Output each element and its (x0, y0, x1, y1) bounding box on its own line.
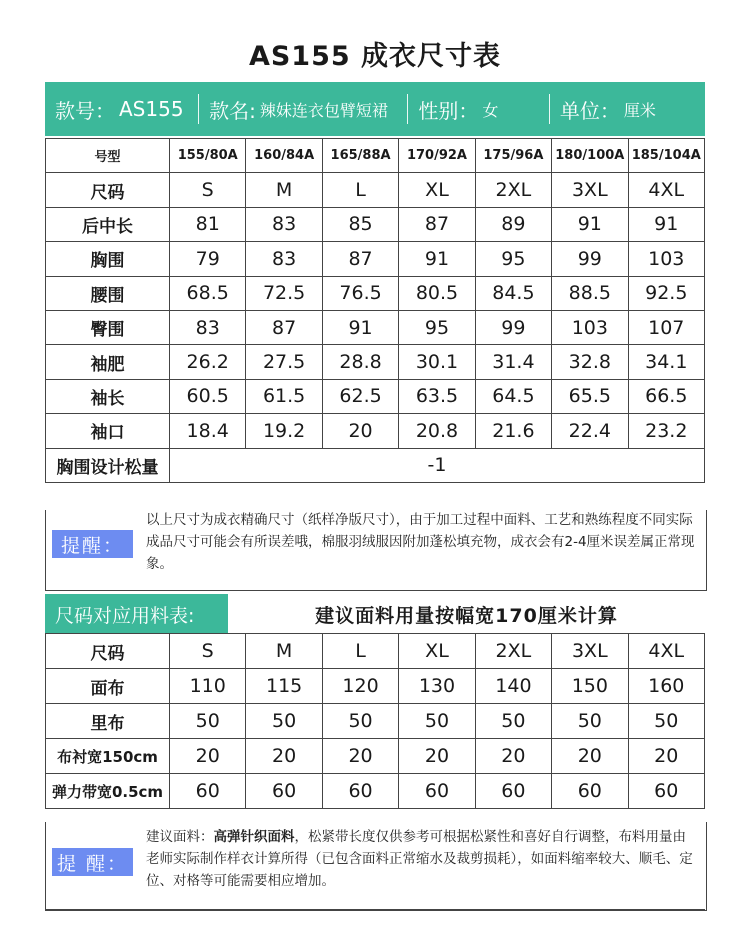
table-cell: 95 (399, 310, 475, 344)
header-divider (549, 94, 550, 124)
table-cell: 95 (475, 242, 551, 276)
style-name-label: 款名: (209, 98, 256, 123)
header-divider (407, 94, 408, 124)
table-cell: 150 (552, 669, 628, 704)
table-cell: 20 (628, 739, 704, 774)
table-cell: 30.1 (399, 345, 475, 379)
table-cell: 32.8 (552, 345, 628, 379)
gender-label: 性别： (418, 98, 479, 123)
table-cell: 99 (552, 242, 628, 276)
fabric-reminder-fabric: 高弹针织面料 (213, 829, 295, 845)
table-cell: 3XL (552, 173, 628, 207)
table-cell: 60 (322, 774, 398, 809)
page-title: AS155 成衣尺寸表 (248, 41, 502, 72)
table-cell: 60 (246, 774, 322, 809)
table-cell: 160 (628, 669, 704, 704)
table-cell: 4XL (628, 634, 704, 669)
row-header: 弹力带宽0.5cm (46, 774, 170, 809)
table-cell: 83 (170, 310, 246, 344)
table-cell: 83 (246, 242, 322, 276)
row-header: 里布 (46, 704, 170, 739)
table-row (46, 379, 705, 413)
table-cell: 3XL (552, 634, 628, 669)
table-cell: 87 (322, 242, 398, 276)
table-row (46, 414, 705, 448)
row-header: 袖肥 (46, 345, 170, 379)
fabric-table (45, 633, 705, 809)
table-cell: 87 (246, 310, 322, 344)
row-header: 臀围 (46, 310, 170, 344)
unit (550, 82, 705, 136)
table-cell: 50 (475, 704, 551, 739)
row-header: 腰围 (46, 276, 170, 310)
row-header: 布衬宽150cm (46, 739, 170, 774)
table-cell: 28.8 (322, 345, 398, 379)
table-cell: 62.5 (322, 379, 398, 413)
table-cell: 2XL (475, 173, 551, 207)
table-row (46, 704, 705, 739)
table-cell: 65.5 (552, 379, 628, 413)
size-table (45, 138, 705, 483)
row-header: 袖长 (46, 379, 170, 413)
table-cell: 18.4 (170, 414, 246, 448)
table-row (46, 310, 705, 344)
table-cell: 88.5 (552, 276, 628, 310)
style-number-value: AS155 (119, 97, 184, 121)
table-cell: 4XL (628, 173, 704, 207)
table-cell: 110 (170, 669, 246, 704)
table-cell: 91 (628, 207, 704, 241)
style-name (199, 82, 407, 136)
table-cell: 120 (322, 669, 398, 704)
table-cell: 155/80A (170, 139, 246, 173)
style-number-label: 款号： (55, 98, 115, 123)
table-cell: 91 (399, 242, 475, 276)
table-cell: 20 (322, 414, 398, 448)
table-cell: 23.2 (628, 414, 704, 448)
row-header: 面布 (46, 669, 170, 704)
table-cell: 50 (552, 704, 628, 739)
header-divider (198, 94, 199, 124)
fabric-reminder-prefix: 建议面料： (146, 829, 214, 845)
fabric-section-header (45, 594, 705, 634)
fabric-reminder-note (45, 822, 707, 911)
table-cell: 20 (170, 739, 246, 774)
table-cell: 2XL (475, 634, 551, 669)
row-header: 号型 (46, 139, 170, 173)
table-cell: 20 (552, 739, 628, 774)
table-cell: 79 (170, 242, 246, 276)
table-cell: 60 (399, 774, 475, 809)
bottom-divider (45, 909, 705, 910)
gender-value: 女 (482, 100, 499, 120)
table-cell: XL (399, 173, 475, 207)
row-header: 胸围 (46, 242, 170, 276)
ease-value: -1 (170, 448, 705, 482)
table-cell: 63.5 (399, 379, 475, 413)
table-cell: L (322, 634, 398, 669)
table-cell: S (170, 173, 246, 207)
fabric-section-label: 尺码对应用料表: (45, 594, 228, 634)
table-cell: 50 (322, 704, 398, 739)
table-row (46, 173, 705, 207)
table-row (46, 774, 705, 809)
fabric-section-title: 建议面料用量按幅宽170厘米计算 (315, 604, 618, 627)
table-cell: 19.2 (246, 414, 322, 448)
table-cell: L (322, 173, 398, 207)
table-cell: M (246, 634, 322, 669)
table-cell: 84.5 (475, 276, 551, 310)
reminder-badge: 提醒： (52, 530, 133, 558)
table-cell: 60 (475, 774, 551, 809)
table-cell: 83 (246, 207, 322, 241)
table-cell: 140 (475, 669, 551, 704)
fabric-reminder-badge: 提 醒： (52, 848, 133, 876)
style-name-value: 辣妹连衣包臂短裙 (259, 100, 388, 120)
row-header: 尺码 (46, 173, 170, 207)
unit-label: 单位： (559, 98, 620, 123)
table-cell: 81 (170, 207, 246, 241)
table-cell: 68.5 (170, 276, 246, 310)
table-cell: 20 (246, 739, 322, 774)
table-cell: 60 (628, 774, 704, 809)
table-row (46, 669, 705, 704)
table-cell: M (246, 173, 322, 207)
table-cell: 87 (399, 207, 475, 241)
table-cell: 22.4 (552, 414, 628, 448)
table-cell: 66.5 (628, 379, 704, 413)
table-cell: 115 (246, 669, 322, 704)
table-cell: 130 (399, 669, 475, 704)
table-cell: 50 (170, 704, 246, 739)
table-cell: 103 (552, 310, 628, 344)
row-header: 袖口 (46, 414, 170, 448)
table-cell: 99 (475, 310, 551, 344)
table-cell: 180/100A (552, 139, 628, 173)
table-cell: 85 (322, 207, 398, 241)
fabric-reminder-body: ，松紧带长度仅供参考可根据松紧性和喜好自行调整，布料用量由老师实际制作样衣计算所得（已包含面料正常缩水及裁剪损耗），如面料缩率较大、顺毛、定位、对格等可能需要相应增加。 (146, 829, 693, 889)
unit-value: 厘米 (623, 100, 656, 120)
table-cell: 60 (552, 774, 628, 809)
style-number (45, 82, 198, 136)
table-cell: 76.5 (322, 276, 398, 310)
table-cell: 34.1 (628, 345, 704, 379)
table-cell: 175/96A (475, 139, 551, 173)
table-cell: 20 (322, 739, 398, 774)
table-cell: 72.5 (246, 276, 322, 310)
table-row (46, 207, 705, 241)
table-cell: 103 (628, 242, 704, 276)
table-cell: 91 (322, 310, 398, 344)
row-header: 尺码 (46, 634, 170, 669)
table-row (46, 276, 705, 310)
table-cell: 61.5 (246, 379, 322, 413)
table-cell: 92.5 (628, 276, 704, 310)
table-cell: 60.5 (170, 379, 246, 413)
table-cell: 50 (246, 704, 322, 739)
table-cell: 60 (170, 774, 246, 809)
table-cell: S (170, 634, 246, 669)
table-row (46, 139, 705, 173)
row-header: 后中长 (46, 207, 170, 241)
table-cell: 31.4 (475, 345, 551, 379)
table-row (46, 345, 705, 379)
table-cell: 91 (552, 207, 628, 241)
table-cell: 26.2 (170, 345, 246, 379)
table-cell: 64.5 (475, 379, 551, 413)
gender (408, 82, 549, 136)
table-cell: XL (399, 634, 475, 669)
product-header (45, 82, 705, 136)
table-cell: 50 (399, 704, 475, 739)
reminder-text: 以上尺寸为成衣精确尺寸（纸样净版尺寸），由于加工过程中面料、工艺和熟练程度不同实际成品尺寸可能会有所误差哦，棉服羽绒服因附加蓬松填充物，成衣会有2-4厘米误差属正常现象。 (146, 512, 695, 572)
table-cell: 165/88A (322, 139, 398, 173)
fabric-reminder-text (146, 826, 698, 892)
table-cell: 160/84A (246, 139, 322, 173)
table-row (46, 242, 705, 276)
table-cell: 89 (475, 207, 551, 241)
table-cell: 107 (628, 310, 704, 344)
row-header: 胸围设计松量 (46, 448, 170, 482)
table-row (46, 448, 705, 482)
table-row (46, 739, 705, 774)
table-row (46, 634, 705, 669)
table-cell: 20 (399, 739, 475, 774)
table-cell: 50 (628, 704, 704, 739)
table-cell: 20.8 (399, 414, 475, 448)
table-cell: 27.5 (246, 345, 322, 379)
table-cell: 170/92A (399, 139, 475, 173)
table-cell: 80.5 (399, 276, 475, 310)
reminder-note (45, 510, 707, 591)
table-cell: 21.6 (475, 414, 551, 448)
table-cell: 20 (475, 739, 551, 774)
table-cell: 185/104A (628, 139, 704, 173)
